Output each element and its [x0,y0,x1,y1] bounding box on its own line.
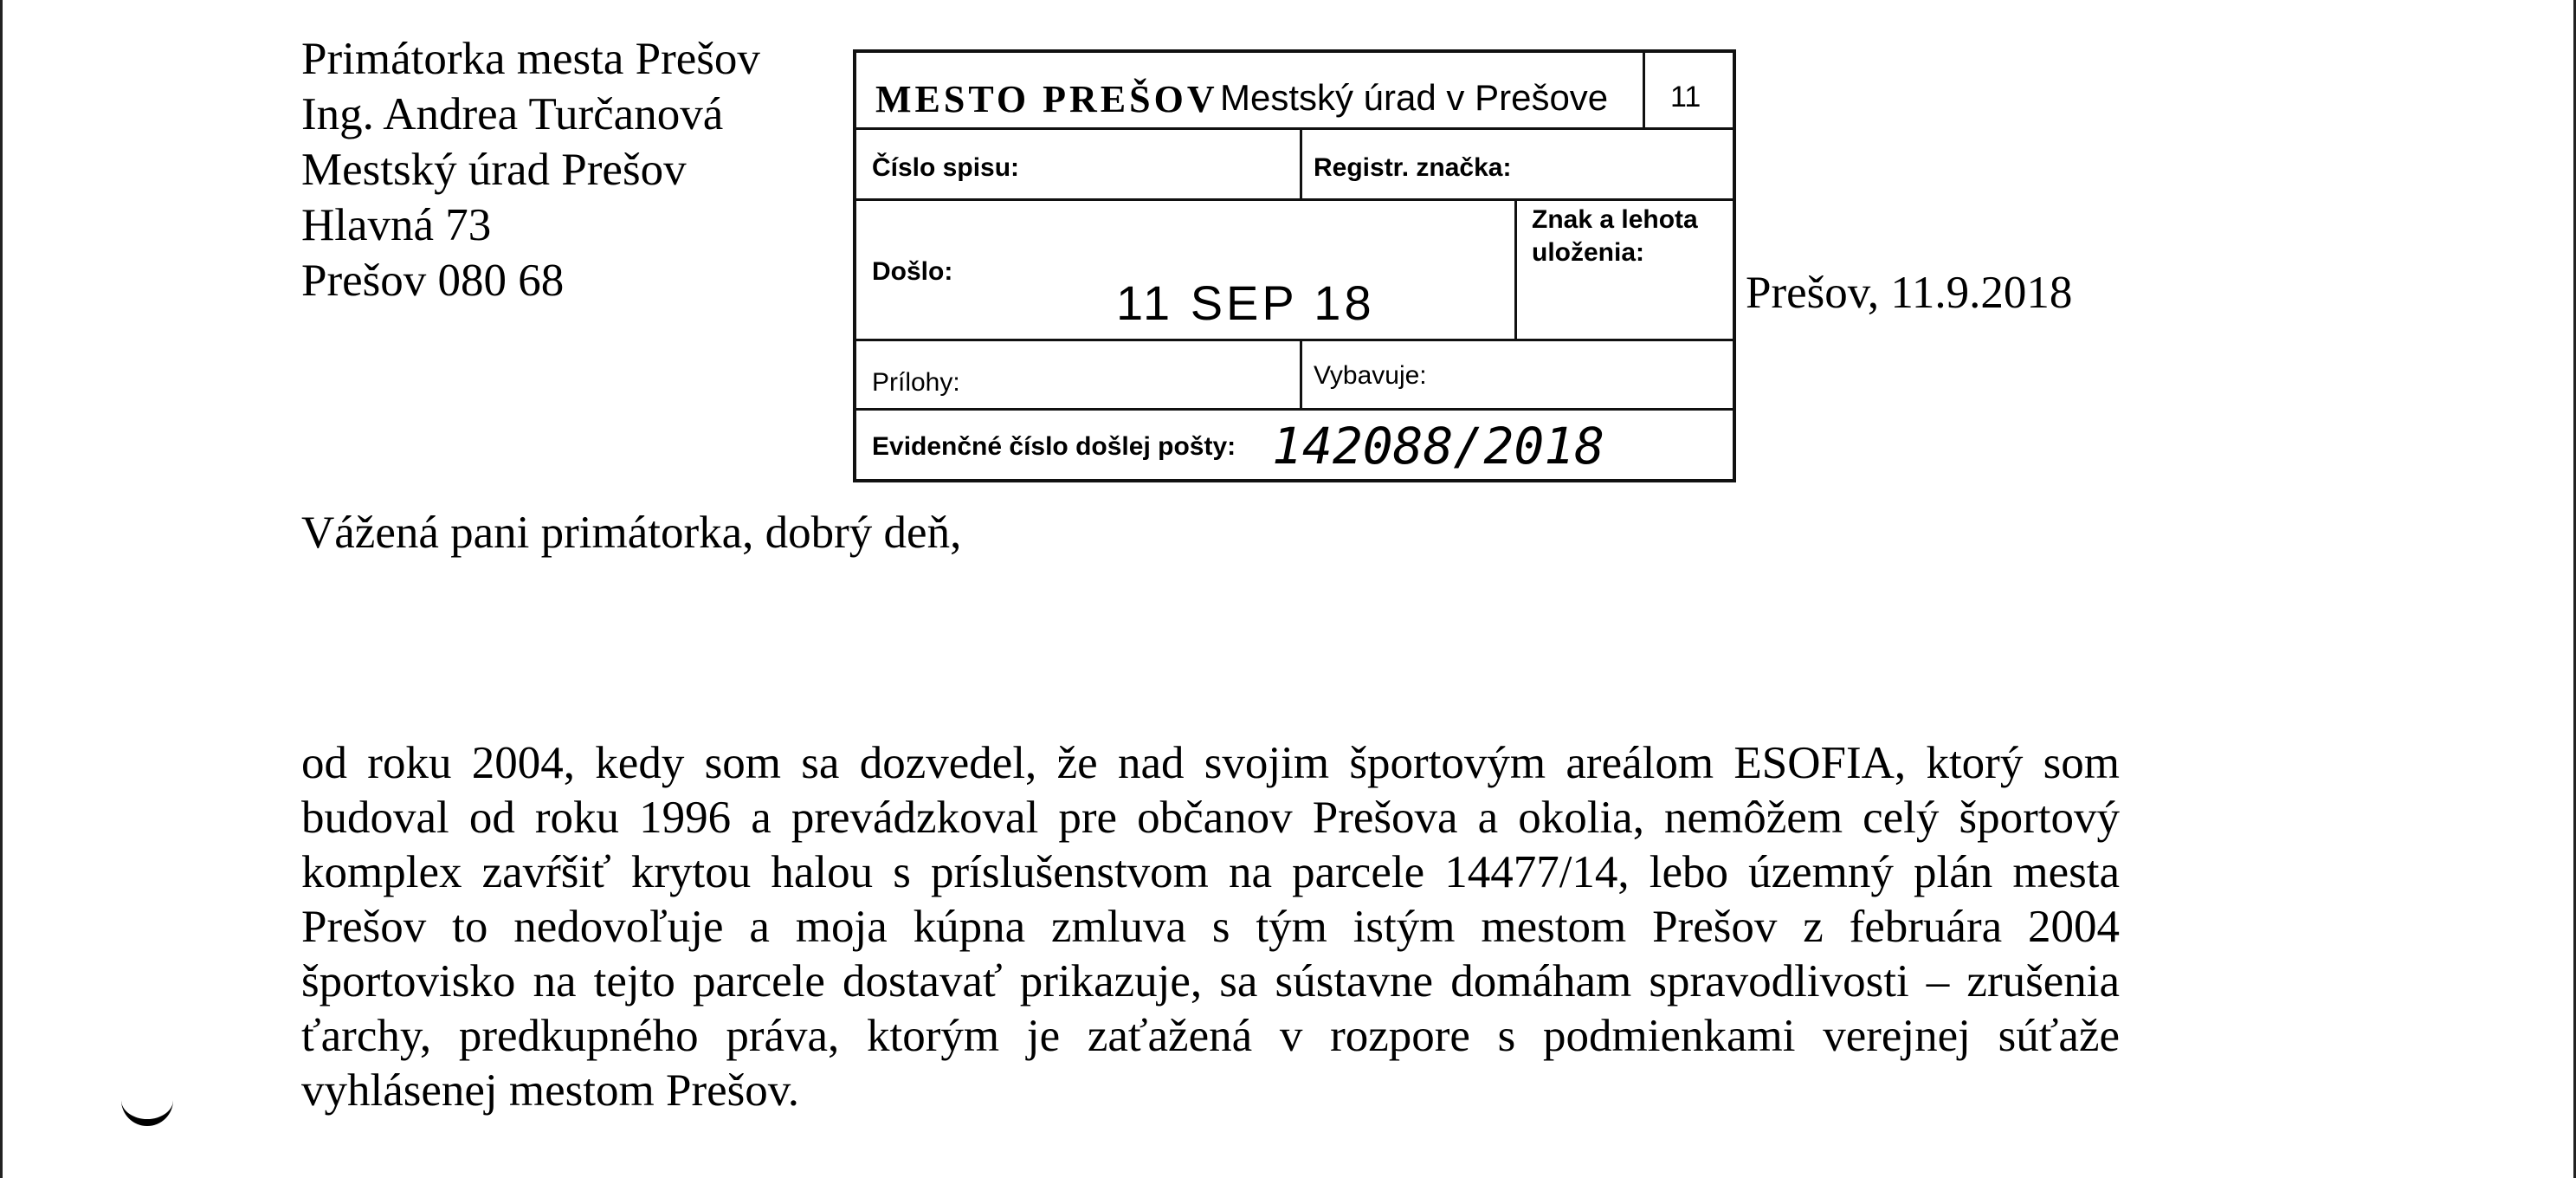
stamp-evidencne-handwritten: 142088/2018 [1272,417,1605,476]
place-and-date: Prešov, 11.9.2018 [1746,268,2073,318]
stamp-title: MESTO PREŠOV [875,78,1218,120]
margin-mark [121,1093,173,1126]
stamp-evidencne-label: Evidenčné číslo došlej pošty: [872,432,1236,461]
recipient-line: Mestský úrad Prešov [301,145,687,195]
stamp-divider [856,198,1733,201]
recipient-line: Prešov 080 68 [301,256,565,306]
stamp-divider [856,339,1733,341]
stamp-znak-label: Znak a lehota [1532,205,1698,234]
stamp-subtitle: Mestský úrad v Prešove [1220,77,1609,118]
left-scan-edge [0,0,3,1178]
stamp-divider [1643,53,1645,127]
recipient-line: Primátorka mesta Prešov [301,34,760,84]
recipient-line: Hlavná 73 [301,200,492,250]
salutation: Vážená pani primátorka, dobrý deň, [301,508,962,558]
stamp-prilohy-label: Prílohy: [872,368,960,397]
stamp-cislo-spisu-label: Číslo spisu: [872,153,1020,182]
recipient-line: Ing. Andrea Turčanová [301,89,724,139]
stamp-divider [1514,198,1517,339]
stamp-received-date: 11 SEP 18 [1116,275,1375,330]
recipient-address [301,31,760,308]
stamp-divider [1300,339,1302,408]
stamp-registr-label: Registr. značka: [1314,153,1512,182]
stamp-divider [856,127,1733,130]
letter-body: od roku 2004, kedy som sa dozvedel, že nad svojim športovým areálom ESOFIA, ktorý som budoval od roku 1996 a prevádzkoval pre občanov Prešova a okolia, nemôžem celý športový komplex zavŕšiť krytou halou s príslušenstvom na parcele 14477/14, lebo územný plán mesta Prešov to nedovoľuje a moja kúpna zmluva s tým istým mestom Prešov z februára 2004 športovisko na tejto parcele dostavať prikazuje, sa sústavne domáham spravodlivosti – zrušenia ťarchy, predkupného práva, ktorým je zaťažená v rozpore s podmienkami verejnej súťaže vyhlásenej mestom Prešov. [301,738,2120,1116]
stamp-vybavuje-label: Vybavuje: [1314,361,1427,390]
stamp-doslo-label: Došlo: [872,257,953,286]
stamp-divider [856,408,1733,411]
stamp-number: 11 [1670,81,1701,113]
stamp-divider [1300,127,1302,198]
stamp-znak-label-2: uloženia: [1532,238,1645,267]
registry-stamp [853,49,1736,482]
